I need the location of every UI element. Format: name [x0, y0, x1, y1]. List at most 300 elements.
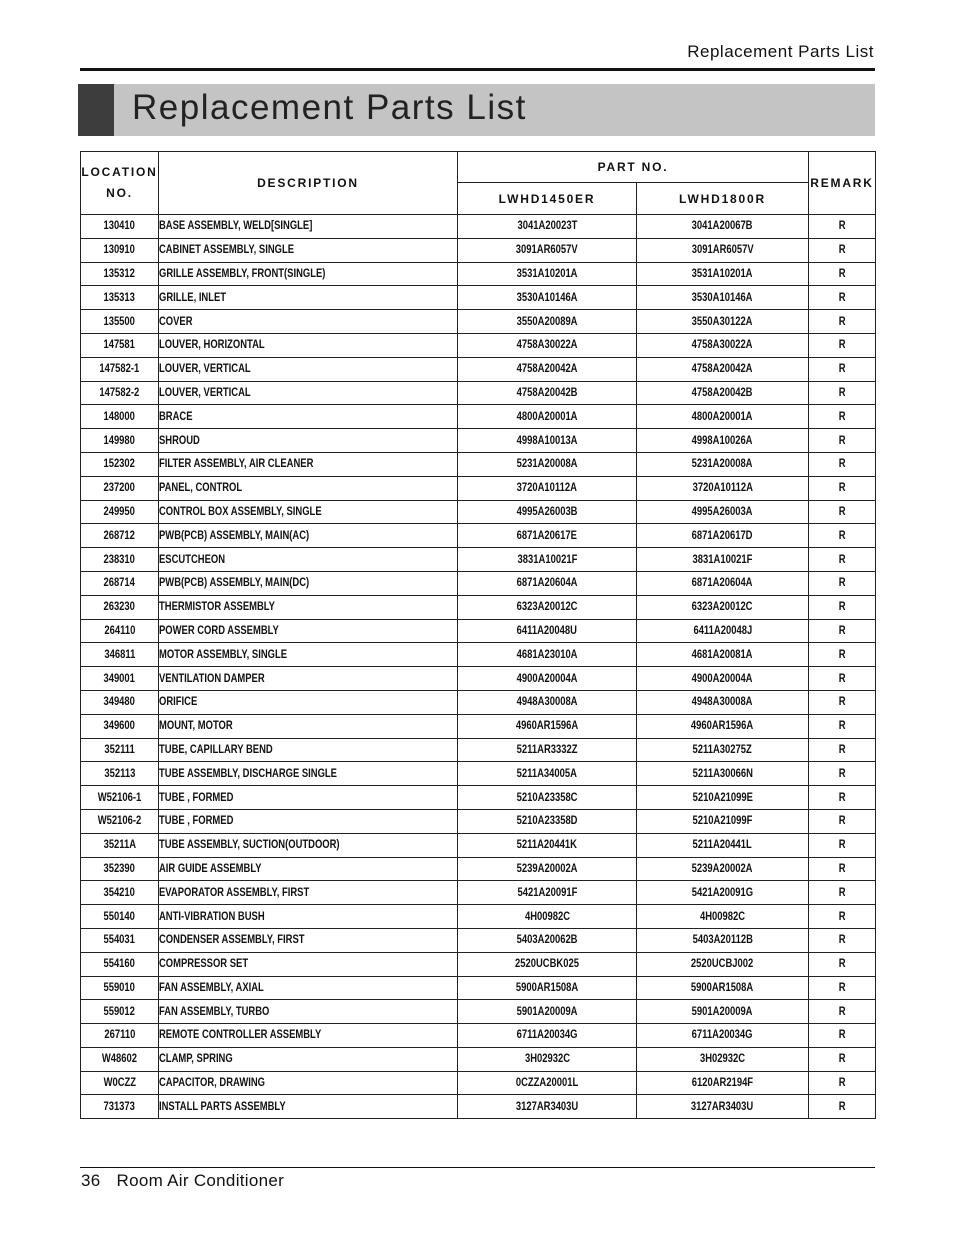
part-no-1-cell — [458, 690, 637, 714]
remark-cell — [809, 809, 876, 833]
location-text: 149980 — [103, 434, 136, 447]
description-cell — [159, 714, 458, 738]
remark-text: R — [838, 1100, 846, 1113]
table-row — [81, 215, 876, 239]
remark-text: R — [838, 720, 846, 733]
remark-text: R — [838, 981, 846, 994]
part-no-1-text: 4758A30022A — [516, 339, 578, 352]
remark-cell — [809, 595, 876, 619]
description-cell — [159, 786, 458, 810]
header-rule — [80, 68, 875, 71]
part-no-2-cell — [637, 381, 809, 405]
remark-text: R — [838, 624, 846, 637]
description-cell — [159, 524, 458, 548]
part-no-2-cell — [637, 1024, 809, 1048]
description-text: COVER — [159, 315, 193, 328]
part-no-2-text: 5210A21099E — [692, 791, 753, 804]
part-no-2-cell — [637, 786, 809, 810]
part-no-2-cell — [637, 238, 809, 262]
description-cell — [159, 881, 458, 905]
remark-text: R — [838, 220, 846, 233]
part-no-1-cell — [458, 333, 637, 357]
part-no-1-text: 4995A26003B — [516, 505, 578, 518]
remark-cell — [809, 905, 876, 929]
description-text: REMOTE CONTROLLER ASSEMBLY — [159, 1029, 322, 1042]
part-no-1-text: 5211A34005A — [516, 767, 578, 780]
description-text: TUBE ASSEMBLY, SUCTION(OUTDOOR) — [159, 839, 340, 852]
location-text: 147582-2 — [99, 386, 140, 399]
table-row — [81, 1095, 876, 1119]
remark-text: R — [838, 529, 846, 542]
remark-text: R — [838, 601, 846, 614]
remark-cell — [809, 952, 876, 976]
location-cell — [81, 667, 159, 691]
part-no-2-cell — [637, 500, 809, 524]
model-1-header: LWHD1450ER — [458, 183, 637, 215]
description-text: CABINET ASSEMBLY, SINGLE — [159, 244, 295, 257]
location-cell — [81, 1000, 159, 1024]
remark-text: R — [838, 553, 846, 566]
location-text: 135500 — [103, 315, 136, 328]
table-row — [81, 833, 876, 857]
description-cell — [159, 405, 458, 429]
remark-cell — [809, 286, 876, 310]
table-row — [81, 619, 876, 643]
part-no-1-text: 4800A20001A — [516, 410, 578, 423]
remark-cell — [809, 1047, 876, 1071]
part-no-2-cell — [637, 1047, 809, 1071]
part-no-2-text: 3041A20067B — [692, 220, 753, 233]
part-no-1-cell — [458, 786, 637, 810]
description-text: TUBE, CAPILLARY BEND — [159, 743, 273, 756]
part-no-2-cell — [637, 357, 809, 381]
location-cell — [81, 619, 159, 643]
part-no-1-cell — [458, 1024, 637, 1048]
remark-text: R — [838, 339, 846, 352]
part-no-1-text: 4960AR1596A — [515, 720, 579, 733]
description-text: THERMISTOR ASSEMBLY — [159, 601, 275, 614]
part-no-2-text: 4998A10026A — [692, 434, 753, 447]
description-cell — [159, 1071, 458, 1095]
description-text: PANEL, CONTROL — [159, 482, 243, 495]
location-text: 130410 — [103, 220, 136, 233]
description-cell — [159, 1095, 458, 1119]
part-no-1-text: 5403A20062B — [516, 934, 578, 947]
part-no-2-cell — [637, 857, 809, 881]
description-cell — [159, 286, 458, 310]
description-text: FILTER ASSEMBLY, AIR CLEANER — [159, 458, 314, 471]
part-no-1-cell — [458, 452, 637, 476]
remark-text: R — [838, 958, 846, 971]
part-no-2-text: 3H02932C — [699, 1053, 746, 1066]
part-no-2-text: 4948A30008A — [692, 696, 753, 709]
part-no-2-text: 6323A20012C — [692, 601, 753, 614]
part-no-2-cell — [637, 286, 809, 310]
description-text: ESCUTCHEON — [159, 553, 226, 566]
table-row — [81, 500, 876, 524]
table-row — [81, 310, 876, 334]
description-cell — [159, 595, 458, 619]
description-cell — [159, 928, 458, 952]
part-no-2-cell — [637, 262, 809, 286]
part-no-1-cell — [458, 643, 637, 667]
part-no-1-text: 3091AR6057V — [516, 244, 578, 257]
location-cell — [81, 1095, 159, 1119]
description-text: POWER CORD ASSEMBLY — [159, 624, 279, 637]
remark-cell — [809, 452, 876, 476]
part-no-2-cell — [637, 714, 809, 738]
part-no-1-cell — [458, 595, 637, 619]
part-no-1-text: 5211A20441K — [516, 839, 578, 852]
description-text: BRACE — [159, 410, 193, 423]
table-row — [81, 690, 876, 714]
part-no-1-cell — [458, 524, 637, 548]
table-row — [81, 738, 876, 762]
location-cell — [81, 809, 159, 833]
table-row — [81, 429, 876, 453]
remark-cell — [809, 381, 876, 405]
description-text: TUBE , FORMED — [159, 791, 234, 804]
part-no-1-cell — [458, 215, 637, 239]
part-no-1-cell — [458, 310, 637, 334]
location-cell — [81, 357, 159, 381]
description-text: FAN ASSEMBLY, TURBO — [159, 1005, 270, 1018]
remark-cell — [809, 857, 876, 881]
table-row — [81, 643, 876, 667]
remark-text: R — [838, 482, 846, 495]
table-row — [81, 333, 876, 357]
location-text: 349480 — [103, 696, 136, 709]
description-cell — [159, 310, 458, 334]
location-text: 152302 — [103, 458, 136, 471]
description-cell — [159, 452, 458, 476]
part-no-2-text: 3550A30122A — [692, 315, 753, 328]
remark-text: R — [838, 696, 846, 709]
part-no-2-text: 5211A30275Z — [692, 743, 753, 756]
part-no-1-text: 6711A20034G — [516, 1029, 578, 1042]
table-row — [81, 381, 876, 405]
part-no-1-cell — [458, 857, 637, 881]
part-no-1-text: 6871A20617E — [516, 529, 578, 542]
table-row — [81, 667, 876, 691]
part-no-2-text: 3720A10112A — [692, 482, 753, 495]
table-row — [81, 238, 876, 262]
location-text: 147582-1 — [99, 363, 140, 376]
part-no-1-text: 4998A10013A — [516, 434, 578, 447]
description-text: TUBE ASSEMBLY, DISCHARGE SINGLE — [159, 767, 337, 780]
part-no-1-cell — [458, 548, 637, 572]
part-no-2-text: 4H00982C — [699, 910, 746, 923]
part-no-1-text: 5901A20009A — [516, 1005, 578, 1018]
remark-text: R — [838, 410, 846, 423]
part-no-1-text: 4681A23010A — [516, 648, 578, 661]
location-cell — [81, 905, 159, 929]
part-no-2-text: 4758A20042A — [692, 363, 753, 376]
remark-cell — [809, 429, 876, 453]
table-row — [81, 571, 876, 595]
description-cell — [159, 738, 458, 762]
remark-text: R — [838, 648, 846, 661]
location-cell — [81, 571, 159, 595]
description-text: CLAMP, SPRING — [159, 1053, 233, 1066]
part-no-2-cell — [637, 928, 809, 952]
part-no-1-text: 6871A20604A — [516, 577, 578, 590]
location-cell — [81, 333, 159, 357]
remark-text: R — [838, 1053, 846, 1066]
part-no-1-text: 5239A20002A — [516, 862, 578, 875]
location-text: 264110 — [104, 624, 135, 637]
description-text: CONDENSER ASSEMBLY, FIRST — [159, 934, 305, 947]
description-cell — [159, 809, 458, 833]
remark-cell — [809, 714, 876, 738]
part-no-1-cell — [458, 619, 637, 643]
remark-cell — [809, 881, 876, 905]
description-text: PWB(PCB) ASSEMBLY, MAIN(AC) — [159, 529, 310, 542]
remark-header: REMARK — [809, 152, 876, 215]
part-no-1-text: 5211AR3332Z — [516, 743, 578, 756]
part-no-2-text: 4900A20004A — [692, 672, 753, 685]
location-text: W52106-1 — [97, 791, 142, 804]
remark-cell — [809, 619, 876, 643]
part-no-2-text: 5211A30066N — [692, 767, 753, 780]
part-no-2-cell — [637, 548, 809, 572]
table-row — [81, 1071, 876, 1095]
location-cell — [81, 1047, 159, 1071]
remark-cell — [809, 928, 876, 952]
location-text: W0CZZ — [103, 1077, 136, 1090]
remark-cell — [809, 405, 876, 429]
remark-cell — [809, 1024, 876, 1048]
description-cell — [159, 215, 458, 239]
remark-text: R — [838, 1029, 846, 1042]
part-no-1-text: 4758A20042A — [516, 363, 578, 376]
location-cell — [81, 833, 159, 857]
location-text: 237200 — [103, 482, 136, 495]
location-cell — [81, 310, 159, 334]
part-no-1-text: 5210A23358C — [516, 791, 578, 804]
part-no-1-text: 6411A20048U — [516, 624, 578, 637]
description-cell — [159, 357, 458, 381]
location-cell — [81, 857, 159, 881]
description-text: FAN ASSEMBLY, AXIAL — [159, 981, 264, 994]
description-text: SHROUD — [159, 434, 200, 447]
part-no-2-text: 3831A10021F — [692, 553, 753, 566]
remark-text: R — [838, 505, 846, 518]
part-no-1-cell — [458, 714, 637, 738]
remark-text: R — [838, 672, 846, 685]
table-row — [81, 1047, 876, 1071]
part-no-2-text: 6711A20034G — [692, 1029, 753, 1042]
part-no-2-cell — [637, 429, 809, 453]
location-text: 354210 — [103, 886, 136, 899]
part-no-1-text: 3041A20023T — [517, 220, 577, 233]
part-no-2-cell — [637, 881, 809, 905]
part-no-1-text: 5231A20008A — [516, 458, 578, 471]
table-row — [81, 595, 876, 619]
remark-cell — [809, 476, 876, 500]
remark-text: R — [838, 244, 846, 257]
part-no-1-text: 4948A30008A — [516, 696, 578, 709]
description-text: TUBE , FORMED — [159, 815, 234, 828]
part-no-2-cell — [637, 762, 809, 786]
part-no-2-cell — [637, 667, 809, 691]
description-cell — [159, 643, 458, 667]
description-text: BASE ASSEMBLY, WELD[SINGLE] — [159, 220, 313, 233]
location-text: 352113 — [104, 767, 135, 780]
part-no-1-text: 0CZZA20001L — [515, 1077, 579, 1090]
description-text: GRILLE, INLET — [159, 291, 227, 304]
location-cell — [81, 500, 159, 524]
remark-cell — [809, 833, 876, 857]
part-no-1-text: 5900AR1508A — [515, 981, 579, 994]
description-text: INSTALL PARTS ASSEMBLY — [159, 1100, 286, 1113]
part-no-2-text: 3530A10146A — [692, 291, 753, 304]
part-no-1-cell — [458, 881, 637, 905]
part-no-2-text: 3127AR3403U — [691, 1100, 754, 1113]
part-no-1-text: 3720A10112A — [516, 482, 578, 495]
part-no-1-cell — [458, 405, 637, 429]
title-accent-block — [78, 84, 114, 136]
location-cell — [81, 928, 159, 952]
location-cell — [81, 738, 159, 762]
remark-cell — [809, 333, 876, 357]
location-text: 268712 — [103, 529, 136, 542]
location-text: 554160 — [103, 958, 136, 971]
part-no-1-cell — [458, 738, 637, 762]
location-text: 554031 — [103, 934, 136, 947]
location-text: 349001 — [103, 672, 136, 685]
description-cell — [159, 1047, 458, 1071]
table-row — [81, 857, 876, 881]
part-no-2-text: 5231A20008A — [692, 458, 753, 471]
description-cell — [159, 238, 458, 262]
location-text: 267110 — [104, 1029, 135, 1042]
location-text: 349600 — [103, 720, 136, 733]
remark-cell — [809, 571, 876, 595]
description-cell — [159, 762, 458, 786]
part-no-2-cell — [637, 833, 809, 857]
table-row — [81, 262, 876, 286]
description-cell — [159, 976, 458, 1000]
part-no-1-text: 5421A20091F — [517, 886, 577, 899]
part-no-1-cell — [458, 500, 637, 524]
table-row — [81, 286, 876, 310]
remark-text: R — [838, 886, 846, 899]
footer-rule — [80, 1167, 875, 1168]
remark-text: R — [838, 315, 846, 328]
table-row — [81, 1024, 876, 1048]
location-text: 263230 — [103, 601, 136, 614]
table-row — [81, 786, 876, 810]
remark-text: R — [838, 267, 846, 280]
remark-text: R — [838, 1005, 846, 1018]
part-no-1-cell — [458, 928, 637, 952]
location-cell — [81, 881, 159, 905]
description-cell — [159, 548, 458, 572]
remark-text: R — [838, 839, 846, 852]
remark-cell — [809, 786, 876, 810]
location-cell — [81, 1071, 159, 1095]
part-no-2-cell — [637, 333, 809, 357]
remark-cell — [809, 667, 876, 691]
part-no-1-text: 3H02932C — [524, 1053, 570, 1066]
part-no-2-text: 6411A20048J — [693, 624, 752, 637]
part-no-1-cell — [458, 286, 637, 310]
remark-cell — [809, 762, 876, 786]
part-no-1-cell — [458, 381, 637, 405]
location-cell — [81, 1024, 159, 1048]
table-row — [81, 714, 876, 738]
remark-cell — [809, 643, 876, 667]
remark-cell — [809, 357, 876, 381]
location-text: 130910 — [103, 244, 136, 257]
remark-cell — [809, 310, 876, 334]
location-cell — [81, 476, 159, 500]
part-no-2-cell — [637, 952, 809, 976]
parts-table — [80, 151, 876, 1119]
part-no-1-text: 3531A10201A — [516, 267, 578, 280]
description-cell — [159, 690, 458, 714]
part-no-1-text: 5210A23358D — [516, 815, 578, 828]
table-row — [81, 452, 876, 476]
table-row — [81, 809, 876, 833]
remark-text: R — [838, 434, 846, 447]
location-text: 352111 — [104, 743, 135, 756]
location-text: 147581 — [103, 339, 136, 352]
remark-text: R — [838, 386, 846, 399]
part-no-2-cell — [637, 690, 809, 714]
description-text: AIR GUIDE ASSEMBLY — [159, 862, 262, 875]
part-no-1-cell — [458, 357, 637, 381]
location-text: 352390 — [103, 862, 136, 875]
location-text: 135313 — [103, 291, 136, 304]
location-cell — [81, 452, 159, 476]
location-text: 559010 — [103, 981, 136, 994]
table-row — [81, 357, 876, 381]
remark-cell — [809, 548, 876, 572]
part-no-2-cell — [637, 1071, 809, 1095]
location-cell — [81, 762, 159, 786]
part-no-2-cell — [637, 738, 809, 762]
part-no-1-text: 3127AR3403U — [515, 1100, 579, 1113]
part-no-1-text: 3550A20089A — [516, 315, 578, 328]
description-cell — [159, 476, 458, 500]
part-no-1-cell — [458, 976, 637, 1000]
location-text: 550140 — [103, 910, 136, 923]
part-no-1-cell — [458, 476, 637, 500]
location-cell — [81, 595, 159, 619]
location-header: LOCATION NO. — [81, 152, 159, 215]
part-no-2-cell — [637, 452, 809, 476]
part-no-1-text: 4H00982C — [524, 910, 570, 923]
location-text: 346811 — [104, 648, 135, 661]
part-no-2-cell — [637, 571, 809, 595]
page-number: 36 — [81, 1171, 101, 1190]
parts-table-body — [81, 215, 876, 1119]
part-no-1-cell — [458, 809, 637, 833]
location-text: 148000 — [103, 410, 136, 423]
part-no-1-cell — [458, 1095, 637, 1119]
location-cell — [81, 262, 159, 286]
part-no-2-text: 3091AR6057V — [691, 244, 754, 257]
location-cell — [81, 215, 159, 239]
location-cell — [81, 714, 159, 738]
part-no-2-cell — [637, 405, 809, 429]
table-row — [81, 952, 876, 976]
description-cell — [159, 571, 458, 595]
table-row — [81, 928, 876, 952]
part-no-2-text: 4681A20081A — [692, 648, 753, 661]
